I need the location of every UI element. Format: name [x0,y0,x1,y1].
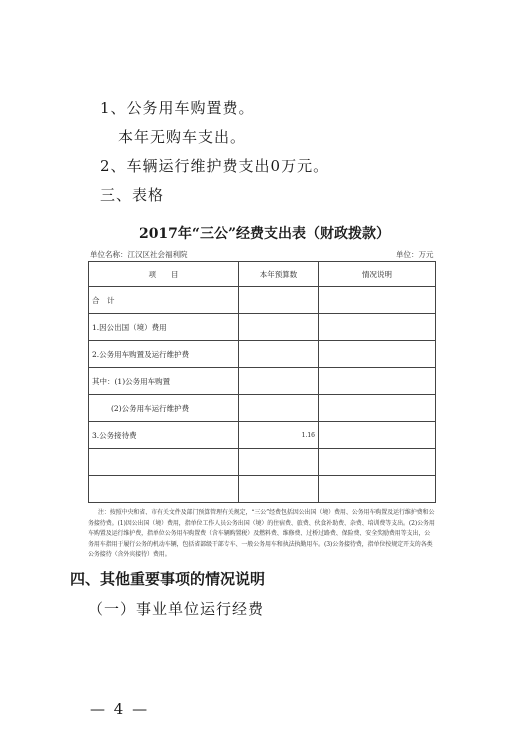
row-note [319,476,436,503]
row-label [89,476,239,503]
table-footnote: 注：按照中央和省、市有关文件及部门预算管理有关规定，“三公”经费包括因公出国（境）费用、公务用车购置及运行维护费和公务接待费。(1)因公出国（境）费用，指单位工作人员公务出国（境）的住宿费、旅费、伙食补助费、杂费、培训费等支出。(2)公务用车购置及运行维护费，指单位公务用车购置费（含车辆购置税）及燃料费、维修费、过桥过路费、保险费、安全奖励费用等支出，公务用车指用于履行公务的机动车辆，包括省部级干部专车、一般公务用车和执法执勤用车。(3)公务接待费，指单位按规定开支的各类公务接待（含外宾接待）费用。 [88,509,435,558]
table-title: 2017年“三公”经费支出表（财政拨款） [138,226,391,242]
row-value [239,449,319,476]
row-label: 1.因公出国（境）费用 [89,314,239,341]
row-value [239,368,319,395]
header-budget: 本年预算数 [239,262,319,287]
table-row [89,476,436,503]
table-row [89,341,436,368]
table-row [89,395,436,422]
row-value: 1.16 [239,422,319,449]
table-row [89,368,436,395]
row-note [319,341,436,368]
row-note [319,422,436,449]
table-header-row [89,262,436,287]
row-value [239,314,319,341]
unit-name: 单位名称：江汉区社会福利院 [90,250,188,259]
unit-label: 单位：万元 [396,250,434,259]
section-4-sub-1: （一）事业单位运行经费 [88,600,265,618]
sangong-table [88,261,436,503]
item-3: 三、表格 [100,186,165,204]
item-1-detail: 本年无购车支出。 [118,128,247,146]
page-number: — 4 — [90,700,150,718]
row-value [239,287,319,314]
table-row [89,449,436,476]
row-label: 其中：(1)公务用车购置 [89,368,239,395]
row-note [319,287,436,314]
table-row [89,422,436,449]
table-row [89,314,436,341]
row-note [319,368,436,395]
row-label [89,449,239,476]
table-row [89,287,436,314]
row-value [239,476,319,503]
row-note [319,449,436,476]
row-label: 3.公务接待费 [89,422,239,449]
row-label: 2.公务用车购置及运行维护费 [89,341,239,368]
header-note: 情况说明 [319,262,436,287]
row-label: 合 计 [89,287,239,314]
row-value [239,395,319,422]
row-value [239,341,319,368]
item-1: 1、公务用车购置费。 [100,99,255,117]
header-item: 项 目 [89,262,239,287]
row-note [319,395,436,422]
item-2: 2、车辆运行维护费支出0万元。 [100,157,330,175]
row-note [319,314,436,341]
row-label: (2)公务用车运行维护费 [89,395,239,422]
section-4-heading: 四、其他重要事项的情况说明 [70,570,266,588]
